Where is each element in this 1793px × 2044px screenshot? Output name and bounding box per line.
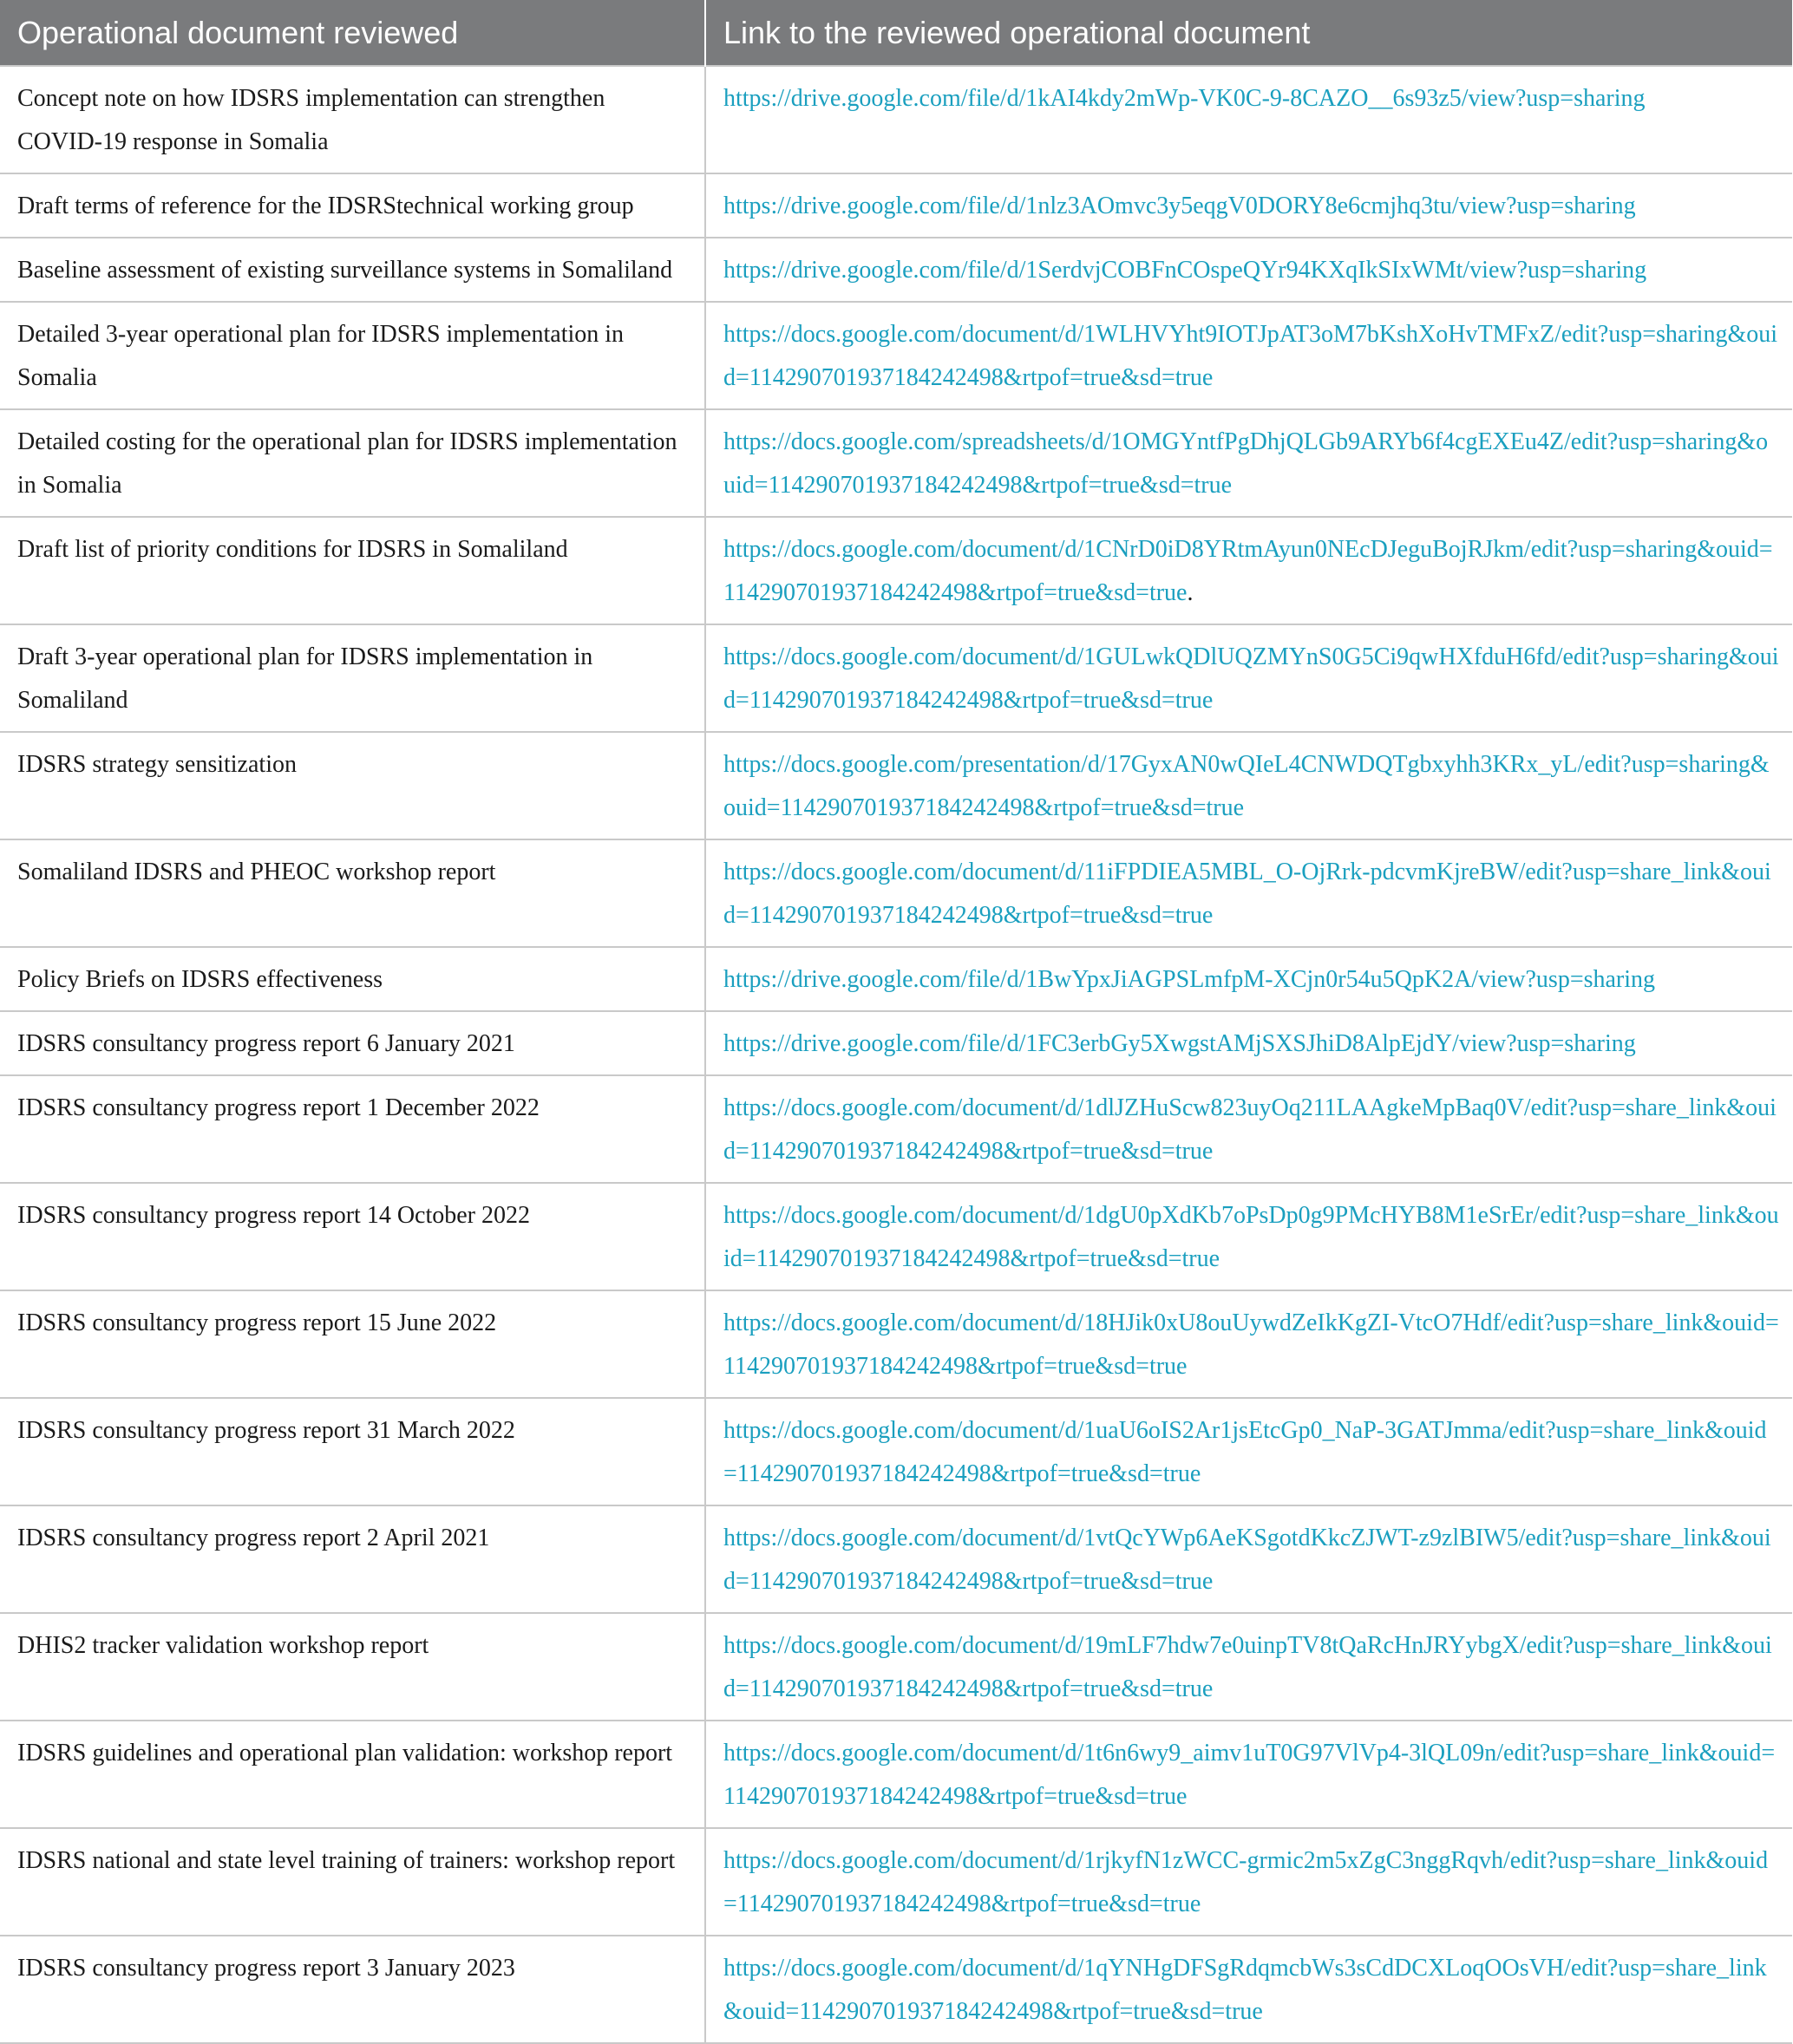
document-link-cell bbox=[705, 732, 1792, 839]
table-row bbox=[0, 1011, 1792, 1075]
document-link[interactable]: https://drive.google.com/file/d/1SerdvjCOBFnCOspeQYr94KXqIkSIxWMt/view?usp=sharing bbox=[723, 257, 1647, 284]
document-link-cell bbox=[705, 1183, 1792, 1290]
document-name: IDSRS consultancy progress report 1 December 2022 bbox=[0, 1075, 705, 1183]
table-row bbox=[0, 1828, 1792, 1936]
document-link[interactable]: https://docs.google.com/spreadsheets/d/1OMGYntfPgDhjQLGb9ARYb6f4cgEXEu4Z/edit?usp=sharing&ouid=114290701937184242498&rtpof=true&sd=true bbox=[723, 428, 1769, 499]
document-link-cell bbox=[705, 1828, 1792, 1936]
table-row bbox=[0, 624, 1792, 732]
document-name: Draft list of priority conditions for IDSRS in Somaliland bbox=[0, 517, 705, 624]
table-row bbox=[0, 1613, 1792, 1721]
table-body bbox=[0, 66, 1792, 2043]
document-name: Draft 3-year operational plan for IDSRS implementation in Somaliland bbox=[0, 624, 705, 732]
document-link[interactable]: https://docs.google.com/document/d/1vtQcYWp6AeKSgotdKkcZJWT-z9zlBIW5/edit?usp=share_link&ouid=114290701937184242498&rtpof=true&sd=true bbox=[723, 1525, 1771, 1595]
header-link: Link to the reviewed operational document bbox=[705, 0, 1792, 66]
document-name: IDSRS consultancy progress report 6 January 2021 bbox=[0, 1011, 705, 1075]
link-trailing-punctuation: . bbox=[1187, 579, 1194, 606]
document-name: Baseline assessment of existing surveillance systems in Somaliland bbox=[0, 238, 705, 302]
document-link[interactable]: https://drive.google.com/file/d/1kAI4kdy2mWp-VK0C-9-8CAZO__6s93z5/view?usp=sharing bbox=[723, 85, 1646, 112]
document-link-cell bbox=[705, 1011, 1792, 1075]
document-link-cell bbox=[705, 66, 1792, 173]
document-link[interactable]: https://drive.google.com/file/d/1FC3erbGy5XwgstAMjSXSJhiD8AlpEjdY/view?usp=sharing bbox=[723, 1030, 1636, 1057]
document-name: IDSRS consultancy progress report 2 April 2021 bbox=[0, 1505, 705, 1613]
table-row bbox=[0, 409, 1792, 517]
document-name: Concept note on how IDSRS implementation can strengthen COVID-19 response in Somalia bbox=[0, 66, 705, 173]
document-name: IDSRS consultancy progress report 3 January 2023 bbox=[0, 1936, 705, 2043]
document-link-cell bbox=[705, 1721, 1792, 1828]
document-link-cell bbox=[705, 1398, 1792, 1505]
document-link[interactable]: https://docs.google.com/document/d/1dlJZHuScw823uyOq211LAAgkeMpBaq0V/edit?usp=share_link&ouid=114290701937184242498&rtpof=true&sd=true bbox=[723, 1094, 1777, 1165]
document-name: IDSRS strategy sensitization bbox=[0, 732, 705, 839]
table-row bbox=[0, 947, 1792, 1011]
table-row bbox=[0, 173, 1792, 238]
table-row bbox=[0, 66, 1792, 173]
document-link[interactable]: https://docs.google.com/document/d/18HJik0xU8ouUywdZeIkKgZI-VtcO7Hdf/edit?usp=share_link&ouid=114290701937184242498&rtpof=true&sd=true bbox=[723, 1309, 1779, 1380]
document-link[interactable]: https://docs.google.com/document/d/1rjkyfN1zWCC-grmic2m5xZgC3nggRqvh/edit?usp=share_link&ouid=114290701937184242498&rtpof=true&sd=true bbox=[723, 1847, 1769, 1917]
document-link[interactable]: https://docs.google.com/presentation/d/17GyxAN0wQIeL4CNWDQTgbxyhh3KRx_yL/edit?usp=sharing&ouid=114290701937184242498&rtpof=true&sd=true bbox=[723, 751, 1770, 821]
document-link[interactable]: https://docs.google.com/document/d/1uaU6oIS2Ar1jsEtcGp0_NaP-3GATJmma/edit?usp=share_link&ouid=114290701937184242498&rtpof=true&sd=true bbox=[723, 1417, 1767, 1487]
document-link-cell bbox=[705, 1936, 1792, 2043]
document-link-cell bbox=[705, 409, 1792, 517]
document-name: IDSRS guidelines and operational plan validation: workshop report bbox=[0, 1721, 705, 1828]
table-row bbox=[0, 839, 1792, 947]
document-link[interactable]: https://docs.google.com/document/d/19mLF7hdw7e0uinpTV8tQaRcHnJRYybgX/edit?usp=share_link&ouid=114290701937184242498&rtpof=true&sd=true bbox=[723, 1632, 1772, 1702]
document-name: DHIS2 tracker validation workshop report bbox=[0, 1613, 705, 1721]
table-row bbox=[0, 1290, 1792, 1398]
table-header bbox=[0, 0, 1792, 66]
document-link[interactable]: https://drive.google.com/file/d/1BwYpxJiAGPSLmfpM-XCjn0r54u5QpK2A/view?usp=sharing bbox=[723, 966, 1656, 993]
document-link-cell bbox=[705, 1505, 1792, 1613]
document-link[interactable]: https://drive.google.com/file/d/1nlz3AOmvc3y5eqgV0DORY8e6cmjhq3tu/view?usp=sharing bbox=[723, 193, 1636, 219]
document-name: IDSRS consultancy progress report 31 March 2022 bbox=[0, 1398, 705, 1505]
document-name: Policy Briefs on IDSRS effectiveness bbox=[0, 947, 705, 1011]
document-name: IDSRS national and state level training of trainers: workshop report bbox=[0, 1828, 705, 1936]
document-link-cell bbox=[705, 517, 1792, 624]
table-row bbox=[0, 1721, 1792, 1828]
table-row bbox=[0, 1075, 1792, 1183]
document-link[interactable]: https://docs.google.com/document/d/1CNrD0iD8YRtmAyun0NEcDJeguBojRJkm/edit?usp=sharing&ouid=114290701937184242498&rtpof=true&sd=true bbox=[723, 536, 1773, 606]
table-row bbox=[0, 732, 1792, 839]
document-name: Detailed 3-year operational plan for IDSRS implementation in Somalia bbox=[0, 302, 705, 409]
document-link[interactable]: https://docs.google.com/document/d/1dgU0pXdKb7oPsDp0g9PMcHYB8M1eSrEr/edit?usp=share_link&ouid=114290701937184242498&rtpof=true&sd=true bbox=[723, 1202, 1779, 1272]
document-name: IDSRS consultancy progress report 15 June 2022 bbox=[0, 1290, 705, 1398]
document-link-cell bbox=[705, 1075, 1792, 1183]
document-link[interactable]: https://docs.google.com/document/d/11iFPDIEA5MBL_O-OjRrk-pdcvmKjreBW/edit?usp=share_link&ouid=114290701937184242498&rtpof=true&sd=true bbox=[723, 859, 1771, 929]
document-name: Draft terms of reference for the IDSRStechnical working group bbox=[0, 173, 705, 238]
document-link-cell bbox=[705, 839, 1792, 947]
header-document: Operational document reviewed bbox=[0, 0, 705, 66]
document-link-cell bbox=[705, 173, 1792, 238]
document-link-cell bbox=[705, 1290, 1792, 1398]
table-row bbox=[0, 302, 1792, 409]
document-link-cell bbox=[705, 302, 1792, 409]
document-link[interactable]: https://docs.google.com/document/d/1qYNHgDFSgRdqmcbWs3sCdDCXLoqOOsVH/edit?usp=share_link&ouid=114290701937184242498&rtpof=true&sd=true bbox=[723, 1955, 1767, 2025]
document-name: Detailed costing for the operational plan for IDSRS implementation in Somalia bbox=[0, 409, 705, 517]
table-row bbox=[0, 1936, 1792, 2043]
document-link[interactable]: https://docs.google.com/document/d/1GULwkQDlUQZMYnS0G5Ci9qwHXfduH6fd/edit?usp=sharing&ouid=114290701937184242498&rtpof=true&sd=true bbox=[723, 643, 1779, 714]
document-name: Somaliland IDSRS and PHEOC workshop report bbox=[0, 839, 705, 947]
document-name: IDSRS consultancy progress report 14 October 2022 bbox=[0, 1183, 705, 1290]
document-link-cell bbox=[705, 624, 1792, 732]
table-row bbox=[0, 1183, 1792, 1290]
table-row bbox=[0, 1398, 1792, 1505]
document-link[interactable]: https://docs.google.com/document/d/1t6n6wy9_aimv1uT0G97VlVp4-3lQL09n/edit?usp=share_link&ouid=114290701937184242498&rtpof=true&sd=true bbox=[723, 1740, 1776, 1810]
document-link-cell bbox=[705, 238, 1792, 302]
table-row bbox=[0, 1505, 1792, 1613]
table-row bbox=[0, 517, 1792, 624]
table-row bbox=[0, 238, 1792, 302]
document-link[interactable]: https://docs.google.com/document/d/1WLHVYht9IOTJpAT3oM7bKshXoHvTMFxZ/edit?usp=sharing&ouid=114290701937184242498&rtpof=true&sd=true bbox=[723, 321, 1778, 391]
document-link-cell bbox=[705, 947, 1792, 1011]
document-link-cell bbox=[705, 1613, 1792, 1721]
header-row bbox=[0, 0, 1792, 66]
